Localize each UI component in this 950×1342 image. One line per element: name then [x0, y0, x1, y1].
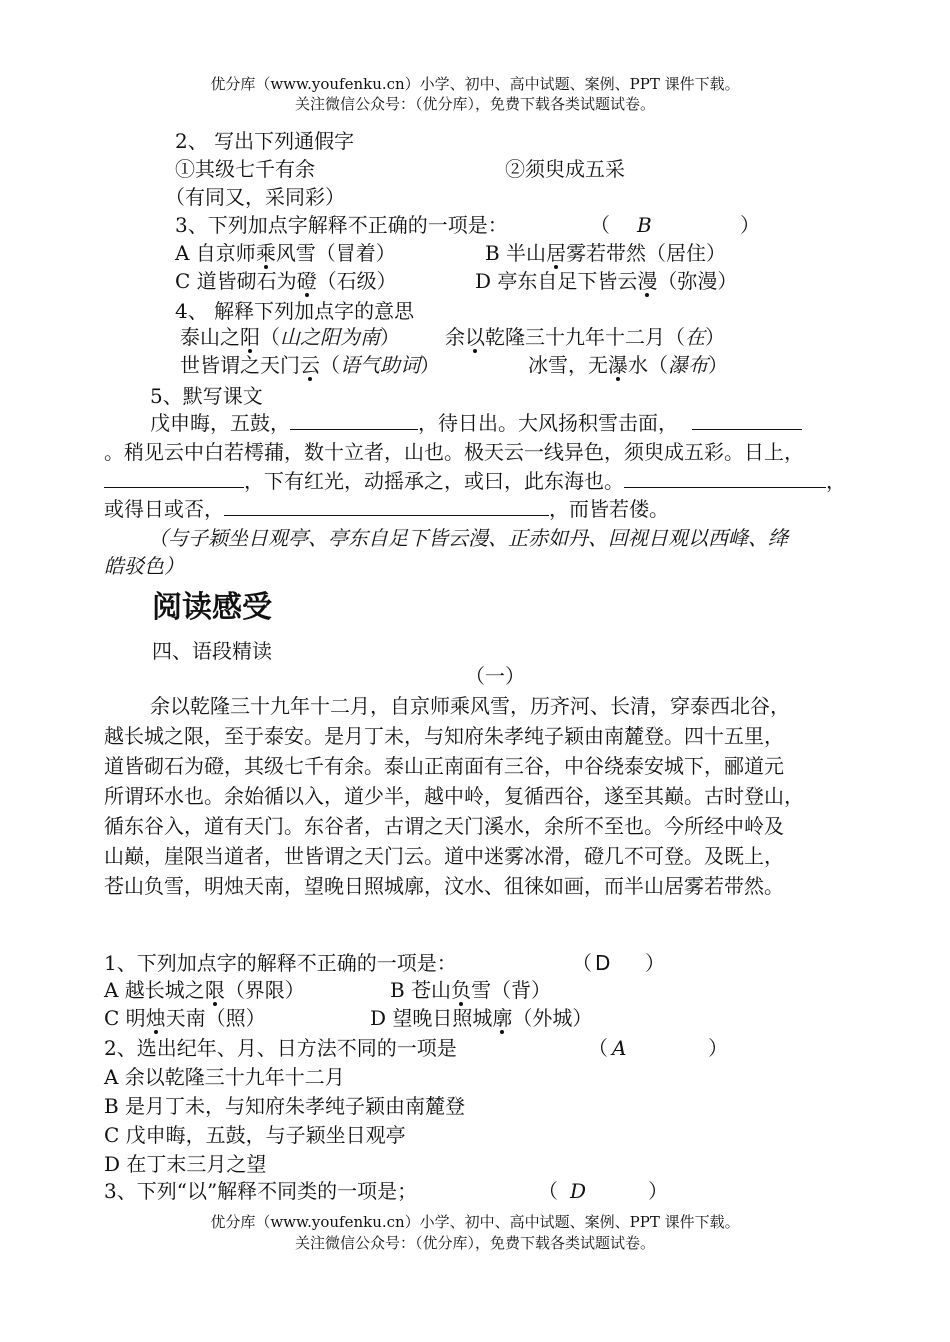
recite-text: 或得日或否，	[104, 497, 224, 521]
item-answer: 山之阳为南	[280, 325, 380, 349]
rq1-title: 1、下列加点字的解释不正确的一项是：	[104, 951, 457, 975]
rq3-answer: D	[570, 1179, 587, 1203]
rq2-paren-close: ）	[708, 1036, 728, 1060]
item-text: ）	[705, 325, 725, 349]
rq1-option-c	[104, 1005, 266, 1031]
option-text: （弥漫）	[657, 269, 738, 293]
option-text: D 望晚日照城	[370, 1006, 493, 1030]
option-text: 风雪（冒着）	[275, 241, 396, 265]
fill-blank	[624, 469, 826, 488]
q5-answer-line-2: 皓驳色）	[104, 554, 184, 578]
dotted-char: 廓	[492, 1006, 513, 1030]
item-text: 冰雪，无	[528, 353, 608, 377]
fill-blank	[104, 469, 244, 488]
option-text: （石级）	[316, 269, 397, 293]
rq2-option-a: A 余以乾隆三十九年十二月	[104, 1065, 345, 1089]
q5-line-2: 。稍见云中白若樗蒱，数十立者，山也。极天云一线异色，须臾成五彩。日上，	[104, 440, 804, 464]
q2-item-2: ②须臾成五采	[505, 157, 625, 181]
dotted-char: 乘	[255, 241, 276, 265]
q4-row-1b	[445, 324, 725, 350]
dotted-char: 以	[465, 325, 485, 349]
rq1-option-a	[104, 977, 305, 1003]
q5-line-3	[104, 468, 846, 494]
dotted-char: 负	[451, 978, 472, 1002]
passage-line: 余以乾隆三十九年十二月，自京师乘风雪，历齐河、长清，穿泰西北谷，	[150, 694, 790, 718]
option-text: C 道皆砌石为	[175, 269, 297, 293]
recite-text: ，	[826, 469, 846, 493]
q4-row-2b	[528, 352, 728, 378]
item-text: 水（	[628, 353, 668, 377]
rq2-answer: A	[612, 1036, 627, 1060]
passage-line: 越长城之限，至于泰安。是月丁未，与知府朱孝纯子颖由南麓登。四十五里，	[104, 724, 784, 748]
rq3-paren-close: ）	[648, 1179, 668, 1203]
option-text: D 亭东自足下皆云	[475, 269, 638, 293]
rq1-answer: D	[595, 951, 611, 975]
passage-line: 苍山负雪，明烛天南，望晚日照城廓，汶水、徂徕如画，而半山居雾若带然。	[104, 874, 784, 898]
section-subtitle: 四、语段精读	[152, 639, 272, 663]
option-text: （外城）	[512, 1006, 593, 1030]
header-line-2: 关注微信公众号：（优分库），免费下载各类试题试卷。	[294, 95, 655, 113]
dotted-char: 烛	[145, 1006, 166, 1030]
item-text: （	[320, 353, 340, 377]
q5-answer-line-1: （与子颖坐日观亭、亭东自足下皆云漫、正赤如丹、回视日观以西峰、绛	[148, 526, 788, 550]
footer-line-1: 优分库（www.youfenku.cn）小学、初中、高中试题、案例、PPT 课件下载。	[210, 1213, 740, 1231]
dotted-char: 云	[300, 353, 320, 377]
passage-line: 循东谷入，道有天门。东谷者，古谓之天门溪水，余所不至也。今所经中岭及	[104, 814, 784, 838]
dotted-char: 阳	[240, 325, 260, 349]
q5-title: 5、默写课文	[150, 384, 263, 408]
fill-blank	[290, 411, 418, 430]
option-text: C 明	[104, 1006, 146, 1030]
rq2-option-b: B 是月丁未，与知府朱孝纯子颖由南麓登	[104, 1094, 466, 1118]
item-text: 世皆谓之天门	[180, 353, 300, 377]
dotted-char: 漫	[637, 269, 658, 293]
q2-item-1: ①其级七千有余	[175, 157, 315, 181]
item-text: 余	[445, 325, 465, 349]
rq2-option-d: D 在丁末三月之望	[104, 1152, 267, 1176]
item-text: ）	[420, 353, 440, 377]
rq1-paren-close: ）	[645, 951, 665, 975]
passage-line: 山巅，崖限当道者，世皆谓之天门云。道中迷雾冰滑，磴几不可登。及既上，	[104, 844, 784, 868]
passage-line: 所谓环水也。余始循以入，道少半，越中岭，复循西谷，遂至其巅。古时登山，	[104, 784, 804, 808]
rq2-paren-open: （	[588, 1036, 608, 1060]
recite-text: ，而皆若偻。	[549, 497, 669, 521]
item-text: 乾隆三十九年十二月（	[485, 325, 685, 349]
recite-text: ，待日出。大风扬积雪击面，	[418, 411, 678, 435]
passage-part-label: （一）	[465, 664, 525, 688]
rq1-paren-open: （	[572, 951, 592, 975]
q3-option-b	[485, 240, 726, 266]
item-answer: 瀑布	[668, 353, 708, 377]
q3-paren-open: （	[590, 213, 610, 237]
option-text: B 半山	[485, 241, 547, 265]
item-answer: 在	[685, 325, 705, 349]
option-text: B 苍山	[390, 978, 452, 1002]
q4-title: 4、 解释下列加点字的意思	[175, 299, 415, 323]
recite-text: ，下有红光，动摇承之，或曰，此东海也。	[244, 469, 624, 493]
q3-title: 3、下列加点字解释不正确的一项是：	[175, 213, 508, 237]
q4-row-1a	[180, 324, 400, 350]
q2-title: 2、 写出下列通假字	[175, 129, 355, 153]
item-text: ）	[708, 353, 728, 377]
q2-answer: （有同又，采同彩）	[165, 185, 345, 209]
q5-line-1	[150, 410, 802, 436]
section-title: 阅读感受	[152, 590, 272, 625]
rq2-option-c: C 戊申晦，五鼓，与子颖坐日观亭	[104, 1123, 406, 1147]
rq3-title: 3、下列“以”解释不同类的一项是；	[104, 1179, 418, 1203]
rq1-option-b	[390, 977, 551, 1003]
q3-answer: B	[637, 213, 652, 237]
recite-text: 戊申晦，五鼓，	[150, 411, 290, 435]
item-text: 泰山之	[180, 325, 240, 349]
dotted-char: 磴	[296, 269, 317, 293]
q3-paren-close: ）	[740, 213, 760, 237]
option-text: （界限）	[224, 978, 305, 1002]
header-line-1: 优分库（www.youfenku.cn）小学、初中、高中试题、案例、PPT 课件下载。	[210, 75, 740, 93]
fill-blank	[692, 411, 802, 430]
q3-option-d	[475, 268, 737, 294]
option-text: 雾若带然（居住）	[566, 241, 727, 265]
fill-blank	[224, 497, 549, 516]
q5-line-4	[104, 496, 669, 522]
q3-option-c	[175, 268, 397, 294]
option-text: 天南（照）	[165, 1006, 266, 1030]
option-text: 雪（背）	[471, 978, 552, 1002]
rq3-paren-open: （	[538, 1179, 558, 1203]
dotted-char: 限	[204, 978, 225, 1002]
rq1-option-d	[370, 1005, 592, 1031]
dotted-char: 居	[546, 241, 567, 265]
item-answer: 语气助词	[340, 353, 420, 377]
item-text: （	[260, 325, 280, 349]
item-text: ）	[380, 325, 400, 349]
option-text: A 越长城之	[104, 978, 205, 1002]
q3-option-a	[175, 240, 396, 266]
q4-row-2a	[180, 352, 440, 378]
option-text: A 自京师	[175, 241, 256, 265]
footer-line-2: 关注微信公众号：（优分库），免费下载各类试题试卷。	[294, 1234, 655, 1252]
passage-line: 道皆砌石为磴，其级七千有余。泰山正南面有三谷，中谷绕泰安城下，郦道元	[104, 754, 784, 778]
rq2-title: 2、选出纪年、月、日方法不同的一项是	[104, 1036, 457, 1060]
dotted-char: 瀑	[608, 353, 628, 377]
